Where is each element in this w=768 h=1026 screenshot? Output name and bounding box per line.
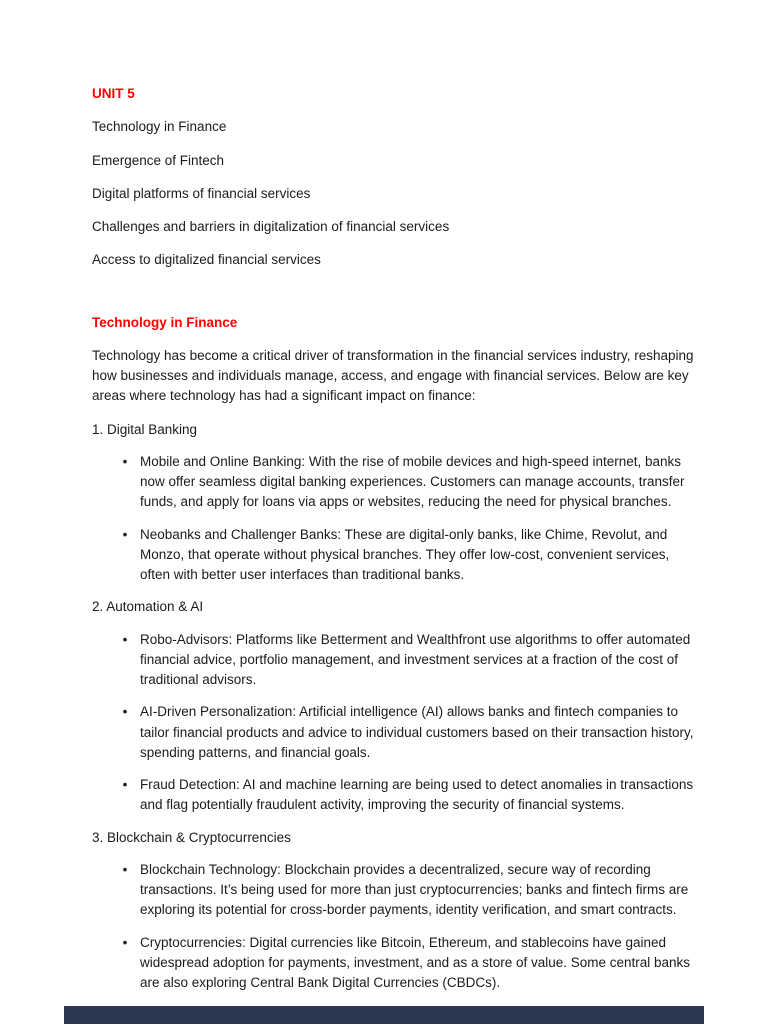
bullet-list-blockchain-crypto [92, 860, 698, 994]
toc-item-4: Challenges and barriers in digitalization of financial services [92, 219, 450, 234]
bullet-text: Mobile and Online Banking: With the rise of mobile devices and high-speed internet, banks now offer seamless digital banking experiences. Customers can manage accounts, transfer funds, and apply for loans via apps or websites, reducing the need for physical branches. [140, 453, 685, 510]
bullet-text: Neobanks and Challenger Banks: These are digital-only banks, like Chime, Revolut, and Monzo, that operate without physical branches. They offer low-cost, convenient services, often with better user interfaces than traditional banks. [140, 526, 670, 582]
bullet-icon [118, 452, 132, 472]
toc-item-1: Technology in Finance [92, 119, 227, 135]
bullet-item [92, 702, 698, 763]
intro-paragraph: Technology has become a critical driver of transformation in the financial services industry, reshaping how businesses and individuals manage, access, and engage with financial services. Below are key areas where technology has had a significant impact on finance: [92, 347, 694, 404]
bullet-icon [118, 525, 132, 545]
bullet-icon [118, 860, 132, 880]
bullet-item [92, 933, 698, 994]
bullet-item [92, 630, 698, 691]
toc-item-5: Access to digitalized financial services [92, 252, 321, 268]
numbered-heading-blockchain-crypto: 3. Blockchain & Cryptocurrencies [92, 829, 291, 845]
bullet-text: Cryptocurrencies: Digital currencies like Bitcoin, Ethereum, and stablecoins have gained widespread adoption for payments, investment, and as a store of value. Some central banks are also exploring Central Bank Digital Currencies (CBDCs). [140, 934, 691, 990]
bullet-item [92, 525, 698, 586]
bullet-icon [118, 630, 132, 650]
bullet-text: Robo-Advisors: Platforms like Betterment and Wealthfront use algorithms to offer automated financial advice, portfolio management, and investment services at a fraction of the cost of traditional advisors. [140, 631, 691, 687]
bullet-item [92, 775, 698, 816]
bullet-item [92, 452, 698, 513]
bullet-list-automation-ai [92, 630, 698, 816]
bullet-text: Fraud Detection: AI and machine learning are being used to detect anomalies in transactions and flag potentially fraudulent activity, improving the security of financial systems. [140, 777, 694, 813]
bullet-icon [118, 775, 132, 795]
bullet-item [92, 860, 698, 921]
toc-item-3: Digital platforms of financial services [92, 185, 311, 201]
numbered-heading-digital-banking: 1. Digital Banking [92, 421, 198, 437]
bullet-list-digital-banking [92, 452, 698, 586]
bullet-text: Blockchain Technology: Blockchain provides a decentralized, secure way of recording transactions. It’s being used for more than just cryptocurrencies; banks and fintech firms are exploring its potential for cross-border payments, identity verification, and smart contracts. [140, 861, 689, 918]
toc-item-2: Emergence of Fintech [92, 152, 225, 168]
bullet-text: AI-Driven Personalization: Artificial intelligence (AI) allows banks and fintech companies to tailor financial products and advice to individual customers based on their transaction history, spending patterns, and financial goals. [140, 704, 694, 760]
bullet-icon [118, 702, 132, 722]
section-heading: Technology in Finance [92, 314, 238, 330]
unit-heading: UNIT 5 [92, 86, 135, 101]
numbered-heading-automation-ai: 2. Automation & AI [92, 599, 204, 615]
viewer-chrome-bottom [64, 1006, 704, 1024]
bullet-icon [118, 933, 132, 953]
